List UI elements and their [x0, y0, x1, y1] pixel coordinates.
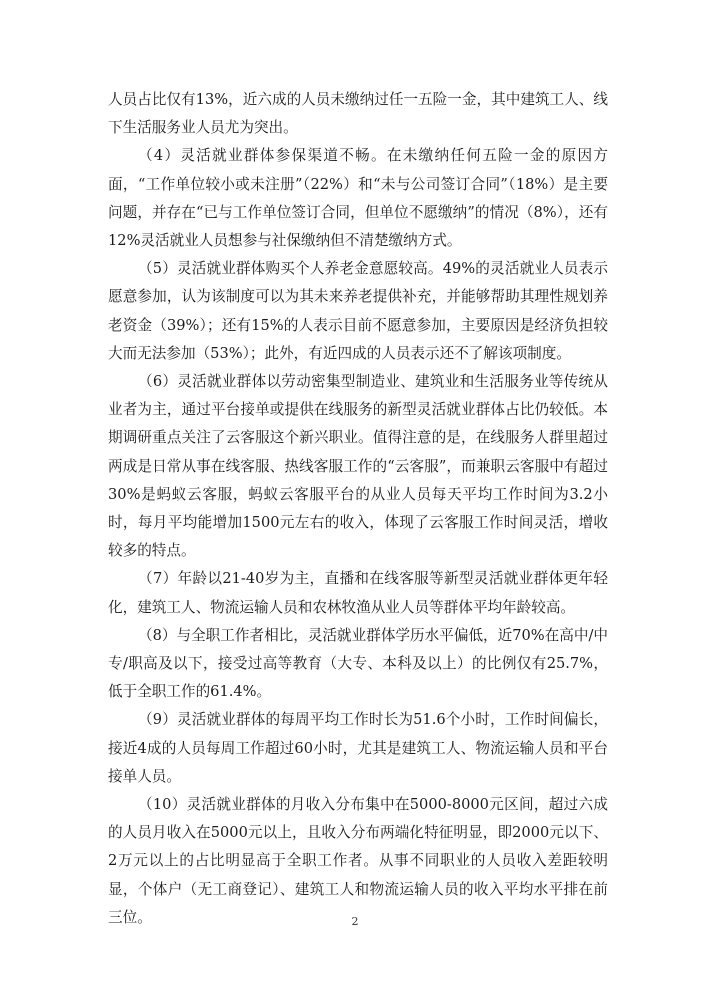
paragraph-continuation: 人员占比仅有13%，近六成的人员未缴纳过任一五险一金，其中建筑工人、线下生活服务业人员尤为突出。 — [108, 91, 608, 137]
paragraph-item-9: （9）灵活就业群体的每周平均工作时长为51.6个小时，工作时间偏长，接近4成的人员每周工作超过60小时，尤其是建筑工人、物流运输人员和平台接单人员。 — [108, 711, 608, 785]
paragraph-item-7: （7）年龄以21-40岁为主，直播和在线客服等新型灵活就业群体更年轻化，建筑工人、物流运输人员和农林牧渔从业人员等群体平均年龄较高。 — [108, 570, 608, 616]
paragraph-item-8: （8）与全职工作者相比，灵活就业群体学历水平偏低，近70%在高中/中专/职高及以下，接受过高等教育（大专、本科及以上）的比例仅有25.7%，低于全职工作的61.4%。 — [108, 626, 608, 701]
body-text — [108, 86, 608, 932]
paragraph-item-5: （5）灵活就业群体购买个人养老金意愿较高。49%的灵活就业人员表示愿意参加，认为该制度可以为其未来养老提供补充，并能够帮助其理性规划养老资金（39%）；还有15%的人表示目前不愿意参加，主要原因是经济负担较大而无法参加（53%）；此外，有近四成的人员表示还不了解该项制度。 — [108, 260, 608, 362]
paragraph-item-6: （6）灵活就业群体以劳动密集型制造业、建筑业和生活服务业等传统从业者为主，通过平台接单或提供在线服务的新型灵活就业群体占比仍较低。本期调研重点关注了云客服这个新兴职业。值得注意的是，在线服务人群里超过两成是日常从事在线客服、热线客服工作的“云客服”，而兼职云客服中有超过30%是蚂蚁云客服，蚂蚁云客服平台的从业人员每天平均工作时间为3.2小时，每月平均能增加1500元左右的收入，体现了云客服工作时间灵活，增收较多的特点。 — [108, 373, 608, 560]
page-number: 2 — [351, 915, 359, 928]
paragraph-item-4: （4）灵活就业群体参保渠道不畅。在未缴纳任何五险一金的原因方面，“工作单位较小或未注册”（22%）和“未与公司签订合同”（18%）是主要问题，并存在“已与工作单位签订合同，但单位不愿缴纳”的情况（8%），还有12%灵活就业人员想参与社保缴纳但不清楚缴纳方式。 — [108, 147, 608, 250]
paragraph-item-10: （10）灵活就业群体的月收入分布集中在5000-8000元区间，超过六成的人员月收入在5000元以上，且收入分布两端化特征明显，即2000元以下、2万元以上的占比明显高于全职工作者。从事不同职业的人员收入差距较明显，个体户（无工商登记）、建筑工人和物流运输人员的收入平均水平排在前三位。 — [108, 796, 608, 926]
